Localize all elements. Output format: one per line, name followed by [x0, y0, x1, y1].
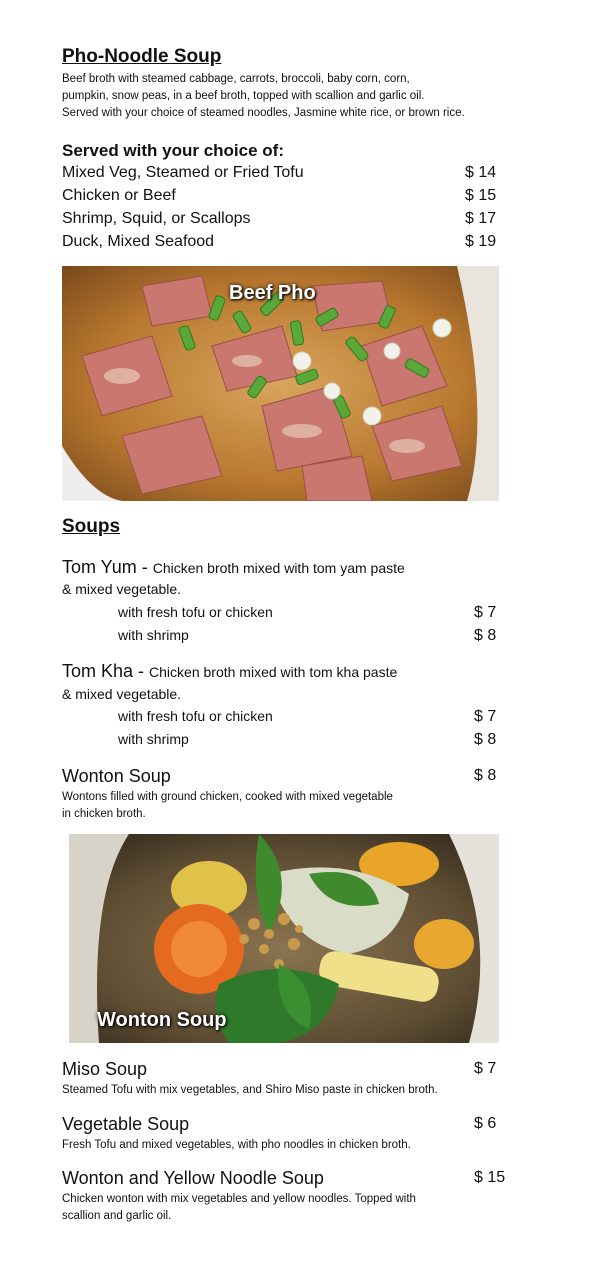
option-price: $ 15	[465, 187, 497, 204]
wonton-soup-desc	[62, 789, 393, 823]
tom-yum-option	[118, 604, 498, 626]
option-price: $ 7	[474, 604, 497, 621]
pho-option	[62, 210, 498, 233]
option-name: Shrimp, Squid, or Scallops	[62, 210, 251, 227]
option-name: Mixed Veg, Steamed or Fried Tofu	[62, 164, 304, 181]
wonton-soup-price: $ 8	[474, 767, 497, 784]
tom-yum-name: Tom Yum -	[62, 557, 153, 577]
tom-yum-option	[118, 627, 498, 649]
tom-kha-name: Tom Kha -	[62, 661, 150, 681]
option-name: with fresh tofu or chicken	[118, 604, 273, 620]
wonton-desc-line: Wontons filled with ground chicken, cooked with mixed vegetable	[62, 791, 393, 803]
pho-option	[62, 187, 498, 210]
tom-kha-option	[118, 708, 498, 730]
vegetable-soup-name: Vegetable Soup	[62, 1114, 190, 1134]
wonton-soup-photo	[69, 834, 499, 1043]
wonton-yellow-noodle-name: Wonton and Yellow Noodle Soup	[62, 1168, 324, 1188]
pho-title: Pho-Noodle Soup	[62, 46, 222, 67]
wonton-yellow-noodle-desc	[62, 1191, 416, 1225]
pho-desc-line: Served with your choice of steamed noodles, Jasmine white rice, or brown rice.	[62, 107, 465, 119]
tom-kha-title	[62, 661, 397, 682]
tom-yum-desc: & mixed vegetable.	[62, 581, 182, 597]
option-price: $ 19	[465, 233, 497, 250]
beef-pho-photo	[62, 266, 499, 501]
option-price: $ 14	[465, 164, 497, 181]
pho-desc-line: pumpkin, snow peas, in a beef broth, topped with scallion and garlic oil.	[62, 90, 425, 102]
wonton-soup-label: Wonton Soup	[97, 1009, 227, 1031]
wonton-yellow-noodle-price: $ 15	[474, 1169, 506, 1186]
wonton-yellow-desc-line: scallion and garlic oil.	[62, 1210, 172, 1222]
option-name: with fresh tofu or chicken	[118, 708, 273, 724]
pho-description	[62, 71, 465, 122]
pho-option	[62, 164, 498, 187]
option-name: with shrimp	[118, 731, 189, 747]
option-name: Chicken or Beef	[62, 187, 176, 204]
tom-yum-title	[62, 557, 405, 578]
wonton-desc-line: in chicken broth.	[62, 808, 146, 820]
option-name: with shrimp	[118, 627, 189, 643]
option-name: Duck, Mixed Seafood	[62, 233, 215, 250]
tom-kha-option	[118, 731, 498, 753]
option-price: $ 7	[474, 708, 497, 725]
miso-soup-desc: Steamed Tofu with mix vegetables, and Shiro Miso paste in chicken broth.	[62, 1084, 438, 1096]
miso-soup-price: $ 7	[474, 1060, 497, 1077]
miso-soup-name: Miso Soup	[62, 1059, 148, 1079]
option-price: $ 8	[474, 731, 497, 748]
pho-option	[62, 233, 498, 256]
beef-pho-label: Beef Pho	[229, 282, 316, 304]
pho-desc-line: Beef broth with steamed cabbage, carrots, broccoli, baby corn, corn,	[62, 73, 410, 85]
soups-heading: Soups	[62, 516, 121, 537]
wonton-soup-name: Wonton Soup	[62, 766, 171, 786]
tom-kha-desc: & mixed vegetable.	[62, 686, 182, 702]
option-price: $ 8	[474, 627, 497, 644]
vegetable-soup-price: $ 6	[474, 1115, 497, 1132]
option-price: $ 17	[465, 210, 497, 227]
tom-kha-inline-desc: Chicken broth mixed with tom kha paste	[149, 664, 398, 680]
tom-yum-inline-desc: Chicken broth mixed with tom yam paste	[152, 560, 405, 576]
vegetable-soup-desc: Fresh Tofu and mixed vegetables, with pho noodles in chicken broth.	[62, 1139, 411, 1151]
wonton-yellow-desc-line: Chicken wonton with mix vegetables and yellow noodles. Topped with	[62, 1193, 416, 1205]
choice-heading: Served with your choice of:	[62, 141, 284, 160]
